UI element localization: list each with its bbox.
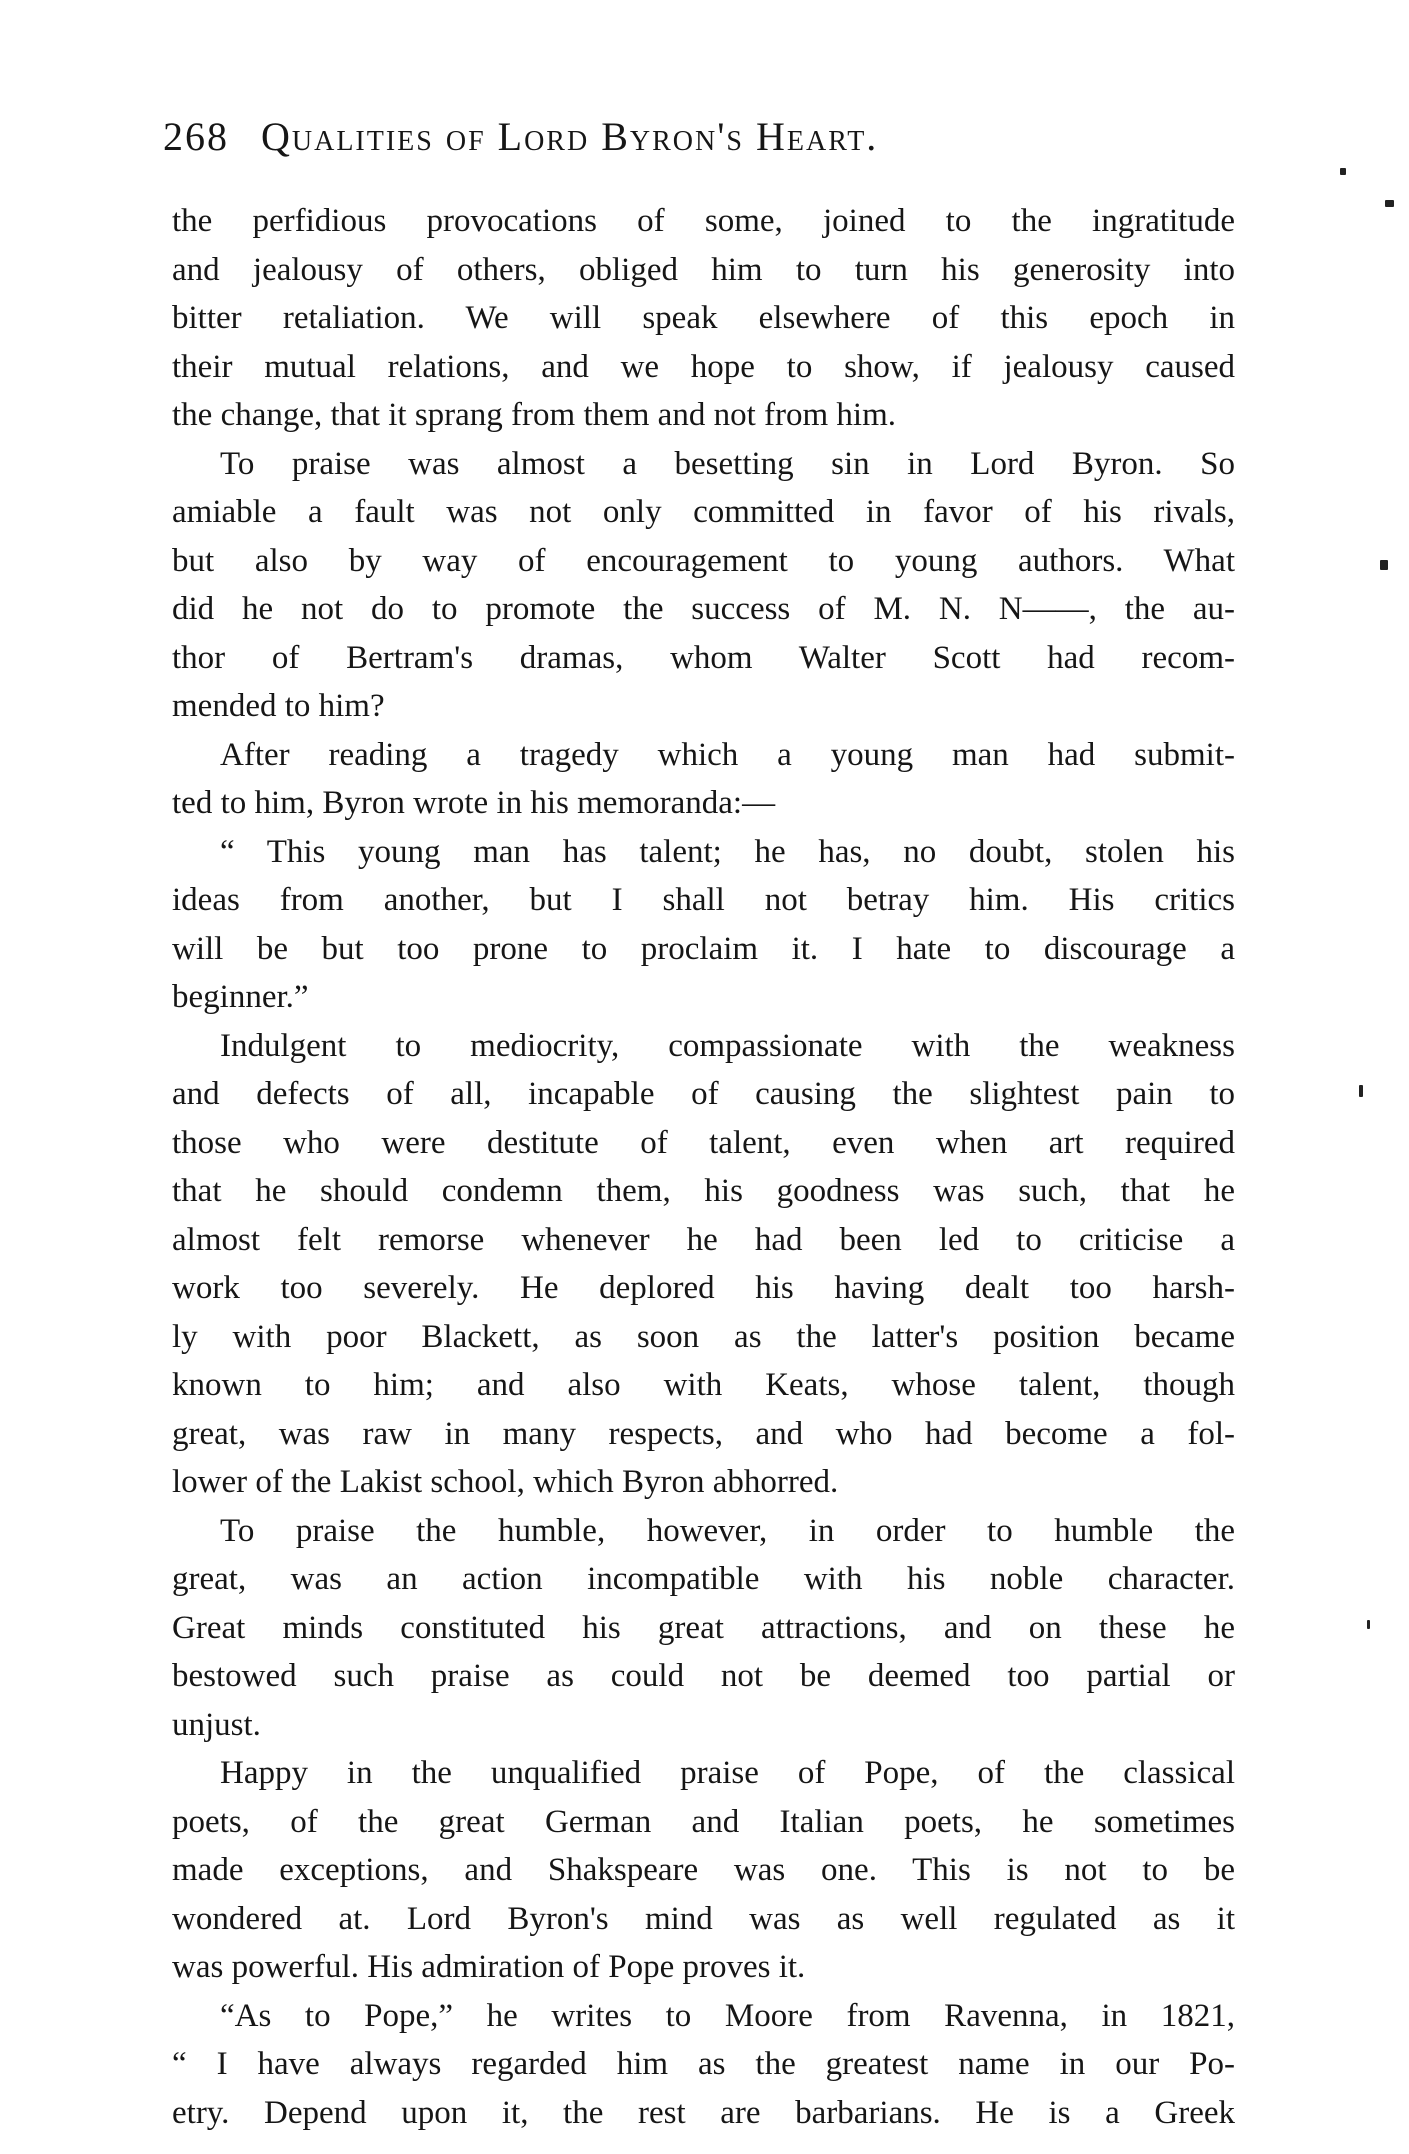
- scan-speck: [1380, 560, 1388, 570]
- scan-speck: [1385, 200, 1394, 207]
- scan-speck: [1359, 1085, 1363, 1097]
- text-line: thor of Bertram's dramas, whom Walter Scott had recom-: [172, 639, 1235, 676]
- text-line: amiable a fault was not only committed in favor of his rivals,: [172, 494, 1235, 530]
- text-line: almost felt remorse whenever he had been led to criticise a: [172, 1221, 1235, 1258]
- text-line: did he not do to promote the success of M. N. N——, the au-: [172, 591, 1235, 627]
- text-line: great, was raw in many respects, and who had become a fol-: [172, 1415, 1235, 1452]
- page-number: 268: [163, 114, 229, 159]
- running-title: Qualities of Lord Byron's Heart.: [261, 114, 879, 159]
- body-text: [172, 197, 1235, 2137]
- text-line: ted to him, Byron wrote in his memoranda:—: [172, 785, 776, 821]
- text-line: mended to him?: [172, 688, 385, 724]
- text-line: After reading a tragedy which a young man had submit-: [220, 736, 1235, 773]
- text-line: “ I have always regarded him as the greatest name in our Po-: [172, 2046, 1235, 2082]
- scan-speck: [1340, 168, 1346, 175]
- text-line: and defects of all, incapable of causing the slightest pain to: [172, 1076, 1235, 1112]
- text-line: made exceptions, and Shakspeare was one. This is not to be: [172, 1852, 1235, 1888]
- text-line: poets, of the great German and Italian poets, he sometimes: [172, 1803, 1235, 1840]
- text-line: and jealousy of others, obliged him to turn his generosity into: [172, 251, 1235, 288]
- text-line: Indulgent to mediocrity, compassionate with the weakness: [220, 1027, 1235, 1064]
- text-line: bestowed such praise as could not be deemed too partial or: [172, 1658, 1235, 1694]
- scan-speck: [1367, 1620, 1370, 1629]
- text-line: but also by way of encouragement to young authors. What: [172, 542, 1235, 579]
- text-line: ly with poor Blackett, as soon as the latter's position became: [172, 1318, 1235, 1355]
- text-line: lower of the Lakist school, which Byron abhorred.: [172, 1464, 839, 1500]
- running-header: [163, 113, 1263, 160]
- text-line: “As to Pope,” he writes to Moore from Ravenna, in 1821,: [220, 1997, 1235, 2034]
- text-line: great, was an action incompatible with his noble character.: [172, 1561, 1235, 1597]
- text-line: their mutual relations, and we hope to show, if jealousy caused: [172, 348, 1235, 385]
- text-line: will be but too prone to proclaim it. I hate to discourage a: [172, 930, 1235, 967]
- text-line: “ This young man has talent; he has, no doubt, stolen his: [220, 833, 1235, 870]
- text-line: To praise was almost a besetting sin in Lord Byron. So: [220, 445, 1235, 482]
- text-line: the change, that it sprang from them and not from him.: [172, 397, 896, 433]
- text-line: Happy in the unqualified praise of Pope, of the classical: [220, 1755, 1235, 1791]
- text-line: known to him; and also with Keats, whose talent, though: [172, 1367, 1235, 1403]
- text-line: wondered at. Lord Byron's mind was as well regulated as it: [172, 1900, 1235, 1937]
- text-line: that he should condemn them, his goodness was such, that he: [172, 1173, 1235, 1209]
- text-line: To praise the humble, however, in order to humble the: [220, 1512, 1235, 1549]
- text-line: those who were destitute of talent, even when art required: [172, 1124, 1235, 1161]
- text-line: beginner.”: [172, 979, 309, 1015]
- text-line: work too severely. He deplored his having dealt too harsh-: [172, 1270, 1235, 1306]
- text-line: the perfidious provocations of some, joined to the ingratitude: [172, 203, 1235, 239]
- text-line: unjust.: [172, 1706, 261, 1743]
- text-line: bitter retaliation. We will speak elsewhere of this epoch in: [172, 300, 1235, 336]
- text-line: etry. Depend upon it, the rest are barbarians. He is a Greek: [172, 2094, 1235, 2131]
- text-line: ideas from another, but I shall not betray him. His critics: [172, 882, 1235, 918]
- text-line: was powerful. His admiration of Pope proves it.: [172, 1949, 806, 1985]
- text-line: Great minds constituted his great attractions, and on these he: [172, 1609, 1235, 1646]
